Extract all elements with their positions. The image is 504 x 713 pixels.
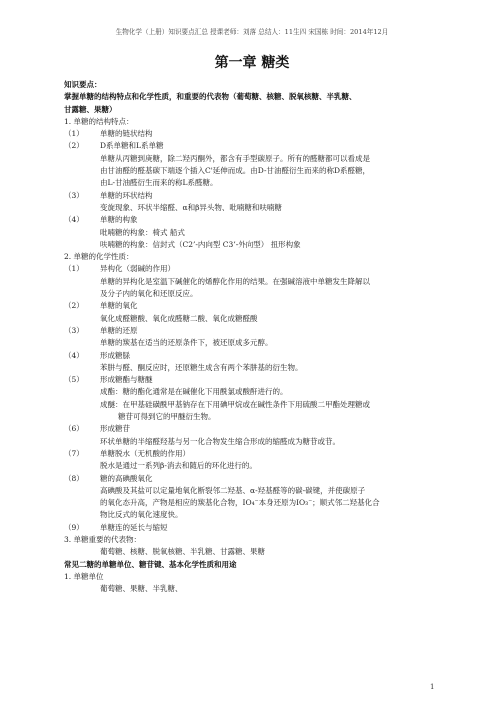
body-text: 高碘酸及其盐可以定量地氧化断裂邻二羟基、α-羟基醛等的碳-碳键，并使碳原子 xyxy=(100,485,366,495)
sub-item-text: D系单糖和L系单糖 xyxy=(100,141,164,151)
numbered-item: 1. 单糖单位 xyxy=(64,571,104,581)
sub-item-text: 单糖的链状结构 xyxy=(100,129,153,139)
body-text: 脱水是通过一系列β-消去和随后的环化进行的。 xyxy=(100,461,257,471)
numbered-item: 3. 单糖重要的代表物： xyxy=(64,534,142,544)
sub-item-text: 异构化（弱碱的作用） xyxy=(100,264,175,274)
sub-item xyxy=(64,522,440,534)
sub-item-text: 单糖的氧化 xyxy=(100,301,138,311)
sub-item xyxy=(64,374,440,386)
sub-item xyxy=(64,140,440,152)
body-text: 变旋现象、环状半缩醛、α和β异头物、吡喃糖和呋喃糖 xyxy=(100,202,282,212)
body-text: 葡萄糖、果糖、半乳糖、 xyxy=(100,584,183,594)
document-body xyxy=(64,79,440,595)
sub-item-number: （1） xyxy=(64,264,84,274)
body-text: 成醚：在甲基硅磺酰甲基钠存在下用碘甲烷或在碱性条件下用硫酸二甲酯处理糖或 xyxy=(100,399,370,409)
body-text: 单糖的异构化是室温下碱催化的烯醇化作用的结果。在强碱溶液中单糖发生降解以 xyxy=(100,276,370,286)
sub-item-number: （7） xyxy=(64,448,84,458)
key-point-heading: 掌握单糖的结构特点和化学性质，和重要的代表物（葡萄糖、核糖、脱氧核糖、半乳糖、 xyxy=(64,92,357,102)
sub-item-text: 形成糖酯与糖醚 xyxy=(100,375,153,385)
body-text: 吡喃糖的构象：椅式 船式 xyxy=(100,227,185,237)
sub-item xyxy=(64,448,440,460)
page-header: 生物化学（上册）知识要点汇总 授课老师：刘落 总结人：11生四 宋国栋 时间：2014年12月 xyxy=(115,28,389,36)
sub-item xyxy=(64,300,440,312)
sub-item-text: 单糖连的延长与缩短 xyxy=(100,522,168,532)
body-text: 单糖从丙糖到庚糖，除二羟丙酮外，都含有手型碳原子。所有的醛糖都可以看成是 xyxy=(100,153,370,163)
sub-item-text: 单糖的还原 xyxy=(100,325,138,335)
sub-item-text: 单糖的环状结构 xyxy=(100,190,153,200)
body-text: 环状单糖的半缩醛羟基与另一化合物发生缩合形成的缩醛成为糖苷或苷。 xyxy=(100,436,340,446)
sub-item-number: （9） xyxy=(64,522,84,532)
sub-item-text: 单糖脱水（无机酸的作用） xyxy=(100,448,190,458)
body-text: 葡萄糖、核糖、脱氧核糖、半乳糖、甘露糖、果糖 xyxy=(100,547,265,557)
sub-item xyxy=(64,473,440,485)
sub-item xyxy=(64,423,440,435)
sub-item-number: （8） xyxy=(64,473,84,483)
key-point-heading: 常见二糖的单糖单位、糖苷键、基本化学性质和用途 xyxy=(64,559,237,569)
numbered-item: 2. 单糖的化学性质： xyxy=(64,252,134,262)
sub-item-number: （1） xyxy=(64,129,84,139)
sub-item-number: （3） xyxy=(64,190,84,200)
body-text: 的氧化态升高，产物是相应的羰基化合物，IO₄⁻本身还原为IO₃⁻；顺式邻二羟基化合 xyxy=(100,498,380,508)
numbered-item: 1. 单糖的结构特点： xyxy=(64,116,134,126)
sub-item-number: （2） xyxy=(64,301,84,311)
sub-item xyxy=(64,128,440,140)
sub-item-text: 单糖的构象 xyxy=(100,215,138,225)
section-heading: 知识要点： xyxy=(64,80,102,89)
sub-item xyxy=(64,263,440,275)
sub-item-number: （4） xyxy=(64,350,84,360)
key-point-heading-cont: 甘露糖、果糖） xyxy=(64,104,117,114)
body-text: 由甘油醛的醛基碳下端逐个插入C'延伸而成。由D-甘油醛衍生而来的称D系醛糖， xyxy=(100,166,370,176)
body-text: 物比反式的氧化速度快。 xyxy=(100,510,183,520)
sub-item-text: 形成糖苷 xyxy=(100,424,130,434)
sub-item-number: （4） xyxy=(64,215,84,225)
body-text: 及分子内的氧化和还原反应。 xyxy=(100,289,198,299)
body-text: 单糖的羰基在适当的还原条件下，被还原成多元醇。 xyxy=(100,338,273,348)
body-text: 呋喃糖的构象：信封式（C2’-内向型 C3’-外向型） 扭形构象 xyxy=(100,239,301,249)
sub-item xyxy=(64,350,440,362)
sub-item-number: （5） xyxy=(64,375,84,385)
sub-item xyxy=(64,325,440,337)
chapter-title: 第一章 糖类 xyxy=(214,55,290,71)
body-text: 由L-甘油醛衍生而来的称L系醛糖。 xyxy=(100,178,218,188)
body-text: 成酯：糖的酯化通常是在碱催化下用酰氯或酸酐进行的。 xyxy=(100,387,288,397)
sub-item-number: （2） xyxy=(64,141,84,151)
sub-item-text: 糖的高碘酸氧化 xyxy=(100,473,153,483)
body-text: 苯肼与醛、酮反应时，还原糖生成含有两个苯肼基的衍生物。 xyxy=(100,362,303,372)
page-number: 1 xyxy=(430,683,435,691)
sub-item-number: （6） xyxy=(64,424,84,434)
sub-item xyxy=(64,190,440,202)
sub-item xyxy=(64,214,440,226)
sub-item-text: 形成糖脎 xyxy=(100,350,130,360)
sub-item-number: （3） xyxy=(64,325,84,335)
body-text: 氧化成醛糖酸、氧化成醛糖二酸、氧化成糖醛酸 xyxy=(100,313,258,323)
body-text: 糖苷可得到它的甲醚衍生物。 xyxy=(118,412,216,422)
